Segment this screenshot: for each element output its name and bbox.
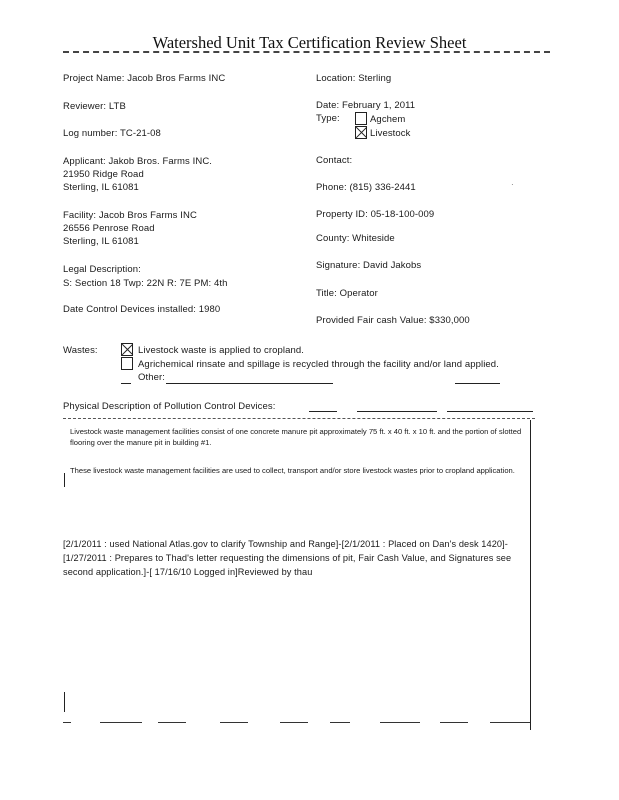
location-field: Location: Sterling (316, 73, 392, 84)
type-livestock-label: Livestock (370, 128, 411, 139)
physical-underline-1 (309, 411, 337, 412)
wastes-other-line-2 (455, 383, 500, 384)
reviewer-field: Reviewer: LTB (63, 101, 126, 112)
wastes-label: Wastes: (63, 345, 98, 356)
applicant-line-1: Applicant: Jakob Bros. Farms INC. (63, 156, 213, 167)
installed-date-field: Date Control Devices installed: 1980 (63, 304, 221, 315)
project-name-field: Project Name: Jacob Bros Farms INC (63, 73, 226, 84)
phone-field: Phone: (815) 336-2441 (316, 182, 416, 193)
physical-description-text-2: These livestock waste management facilities are used to collect, transport and/or store livestock wastes prior to cropland application. (70, 466, 515, 475)
physical-underline-3 (447, 411, 533, 412)
bottom-rule-segment (330, 722, 350, 723)
scan-speck: · (511, 180, 514, 189)
type-label: Type: (316, 113, 340, 124)
facility-line-2: 26556 Penrose Road (63, 223, 155, 234)
applicant-line-2: 21950 Ridge Road (63, 169, 144, 180)
wastes-other-label: Other: (138, 372, 165, 383)
wastes-livestock-checkbox[interactable] (121, 343, 133, 356)
legal-description-value: S: Section 18 Twp: 22N R: 7E PM: 4th (63, 278, 228, 289)
signature-field: Signature: David Jakobs (316, 260, 422, 271)
bottom-rule-segment (100, 722, 142, 723)
fair-cash-value-field: Provided Fair cash Value: $330,000 (316, 315, 470, 326)
physical-underline-2 (357, 411, 437, 412)
physical-description-label: Physical Description of Pollution Control Devices: (63, 401, 276, 412)
wastes-other-marker (121, 383, 131, 384)
applicant-line-3: Sterling, IL 61081 (63, 182, 139, 193)
bottom-rule-segment (280, 722, 308, 723)
legal-description-label: Legal Description: (63, 264, 141, 275)
type-agchem-label: Agchem (370, 114, 406, 125)
section-divider (63, 418, 535, 419)
type-agchem-checkbox[interactable] (355, 112, 367, 125)
contact-field: Contact: (316, 155, 353, 166)
bottom-cursor-bar (64, 692, 65, 712)
bottom-rule-segment (380, 722, 420, 723)
page-title: Watershed Unit Tax Certification Review Sheet (152, 33, 467, 52)
title-field: Title: Operator (316, 288, 378, 299)
review-notes: [2/1/2011 : used National Atlas.gov to clarify Township and Range]-[2/1/2011 : Placed on Dan's desk 1420]-[1/27/2011 : Prepares to Thad's letter requesting the dimensions of pit, Fair Cash Value, and Signatures see second application.]-[ 17/16/10 Logged in]Reviewed by thau (63, 539, 512, 577)
wastes-agrichemical-label: Agrichemical rinsate and spillage is recycled through the facility and/or land applied. (138, 359, 499, 370)
bottom-rule-segment (220, 722, 248, 723)
physical-description-text-1: Livestock waste management facilities consist of one concrete manure pit approximately 75 ft. x 40 ft. x 10 ft. and the portion of slotted flooring over the manure pit in building #1. (70, 427, 522, 447)
facility-line-3: Sterling, IL 61081 (63, 236, 139, 247)
bottom-rule-segment (158, 722, 186, 723)
wastes-livestock-label: Livestock waste is applied to cropland. (138, 345, 305, 356)
wastes-agrichemical-checkbox[interactable] (121, 357, 133, 370)
facility-line-1: Facility: Jacob Bros Farms INC (63, 210, 197, 221)
log-number-field: Log number: TC-21-08 (63, 128, 161, 139)
title-divider (63, 51, 550, 53)
property-id-field: Property ID: 05-18-100-009 (316, 209, 435, 220)
date-field: Date: February 1, 2011 (316, 100, 416, 111)
bottom-rule-segment (440, 722, 468, 723)
type-livestock-checkbox[interactable] (355, 126, 367, 139)
text-cursor-bar (64, 473, 65, 487)
county-field: County: Whiteside (316, 233, 395, 244)
bottom-rule-segment (63, 722, 71, 723)
bottom-rule-segment (490, 722, 530, 723)
wastes-other-line[interactable] (166, 383, 333, 384)
